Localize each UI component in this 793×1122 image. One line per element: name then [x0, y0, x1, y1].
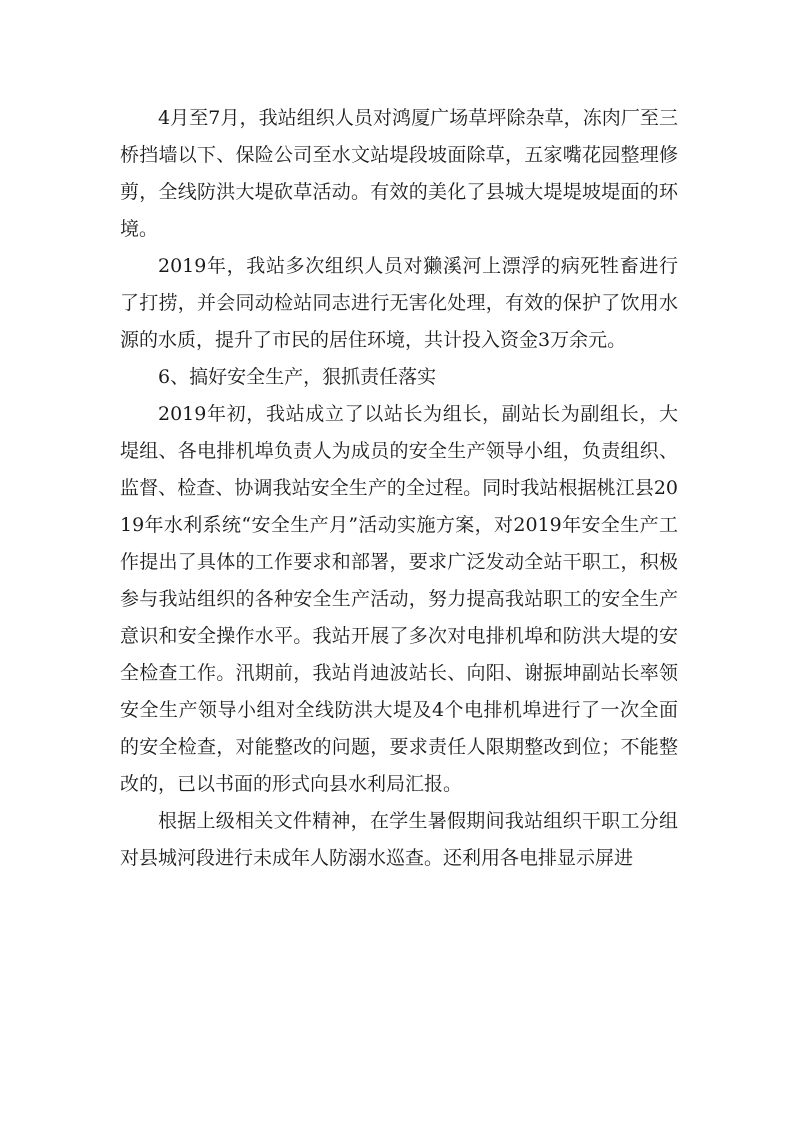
- paragraph-river-cleanup: 2019年，我站多次组织人员对獭溪河上漂浮的病死牲畜进行了打捞，并会同动检站同志进行无害化处理，有效的保护了饮用水源的水质，提升了市民的居住环境，共计投入资金3万余元。: [120, 255, 678, 351]
- paragraph-weeding: 4月至7月，我站组织人员对鸿厦广场草坪除杂草，冻肉厂至三桥挡墙以下、保险公司至水文站堤段坡面除草，五家嘴花园整理修剪，全线防洪大堤砍草活动。有效的美化了县城大堤堤坡堤面的环境。: [120, 107, 678, 240]
- section-heading-safety: 6、搞好安全生产，狠抓责任落实: [158, 366, 437, 388]
- paragraph-drowning-patrol: 根据上级相关文件精神，在学生暑假期间我站组织干职工分组对县城河段进行未成年人防溺水巡查。还利用各电排显示屏进: [120, 810, 678, 869]
- paragraph-safety-production: 2019年初，我站成立了以站长为组长，副站长为副组长，大堤组、各电排机埠负责人为成员的安全生产领导小组，负责组织、监督、检查、协调我站安全生产的全过程。同时我站根据桃江县2019年水利系统“安全生产月”活动实施方案，对2019年安全生产工作提出了具体的工作要求和部署，要求广泛发动全站干职工，积极参与我站组织的各种安全生产活动，努力提高我站职工的安全生产意识和安全操作水平。我站开展了多次对电排机埠和防洪大堤的安全检查工作。汛期前，我站肖迪波站长、向阳、谢振坤副站长率领安全生产领导小组对全线防洪大堤及4个电排机埠进行了一次全面的安全检查，对能整改的问题，要求责任人限期整改到位；不能整改的，已以书面的形式向县水利局汇报。: [120, 403, 678, 795]
- document-body: [120, 100, 678, 877]
